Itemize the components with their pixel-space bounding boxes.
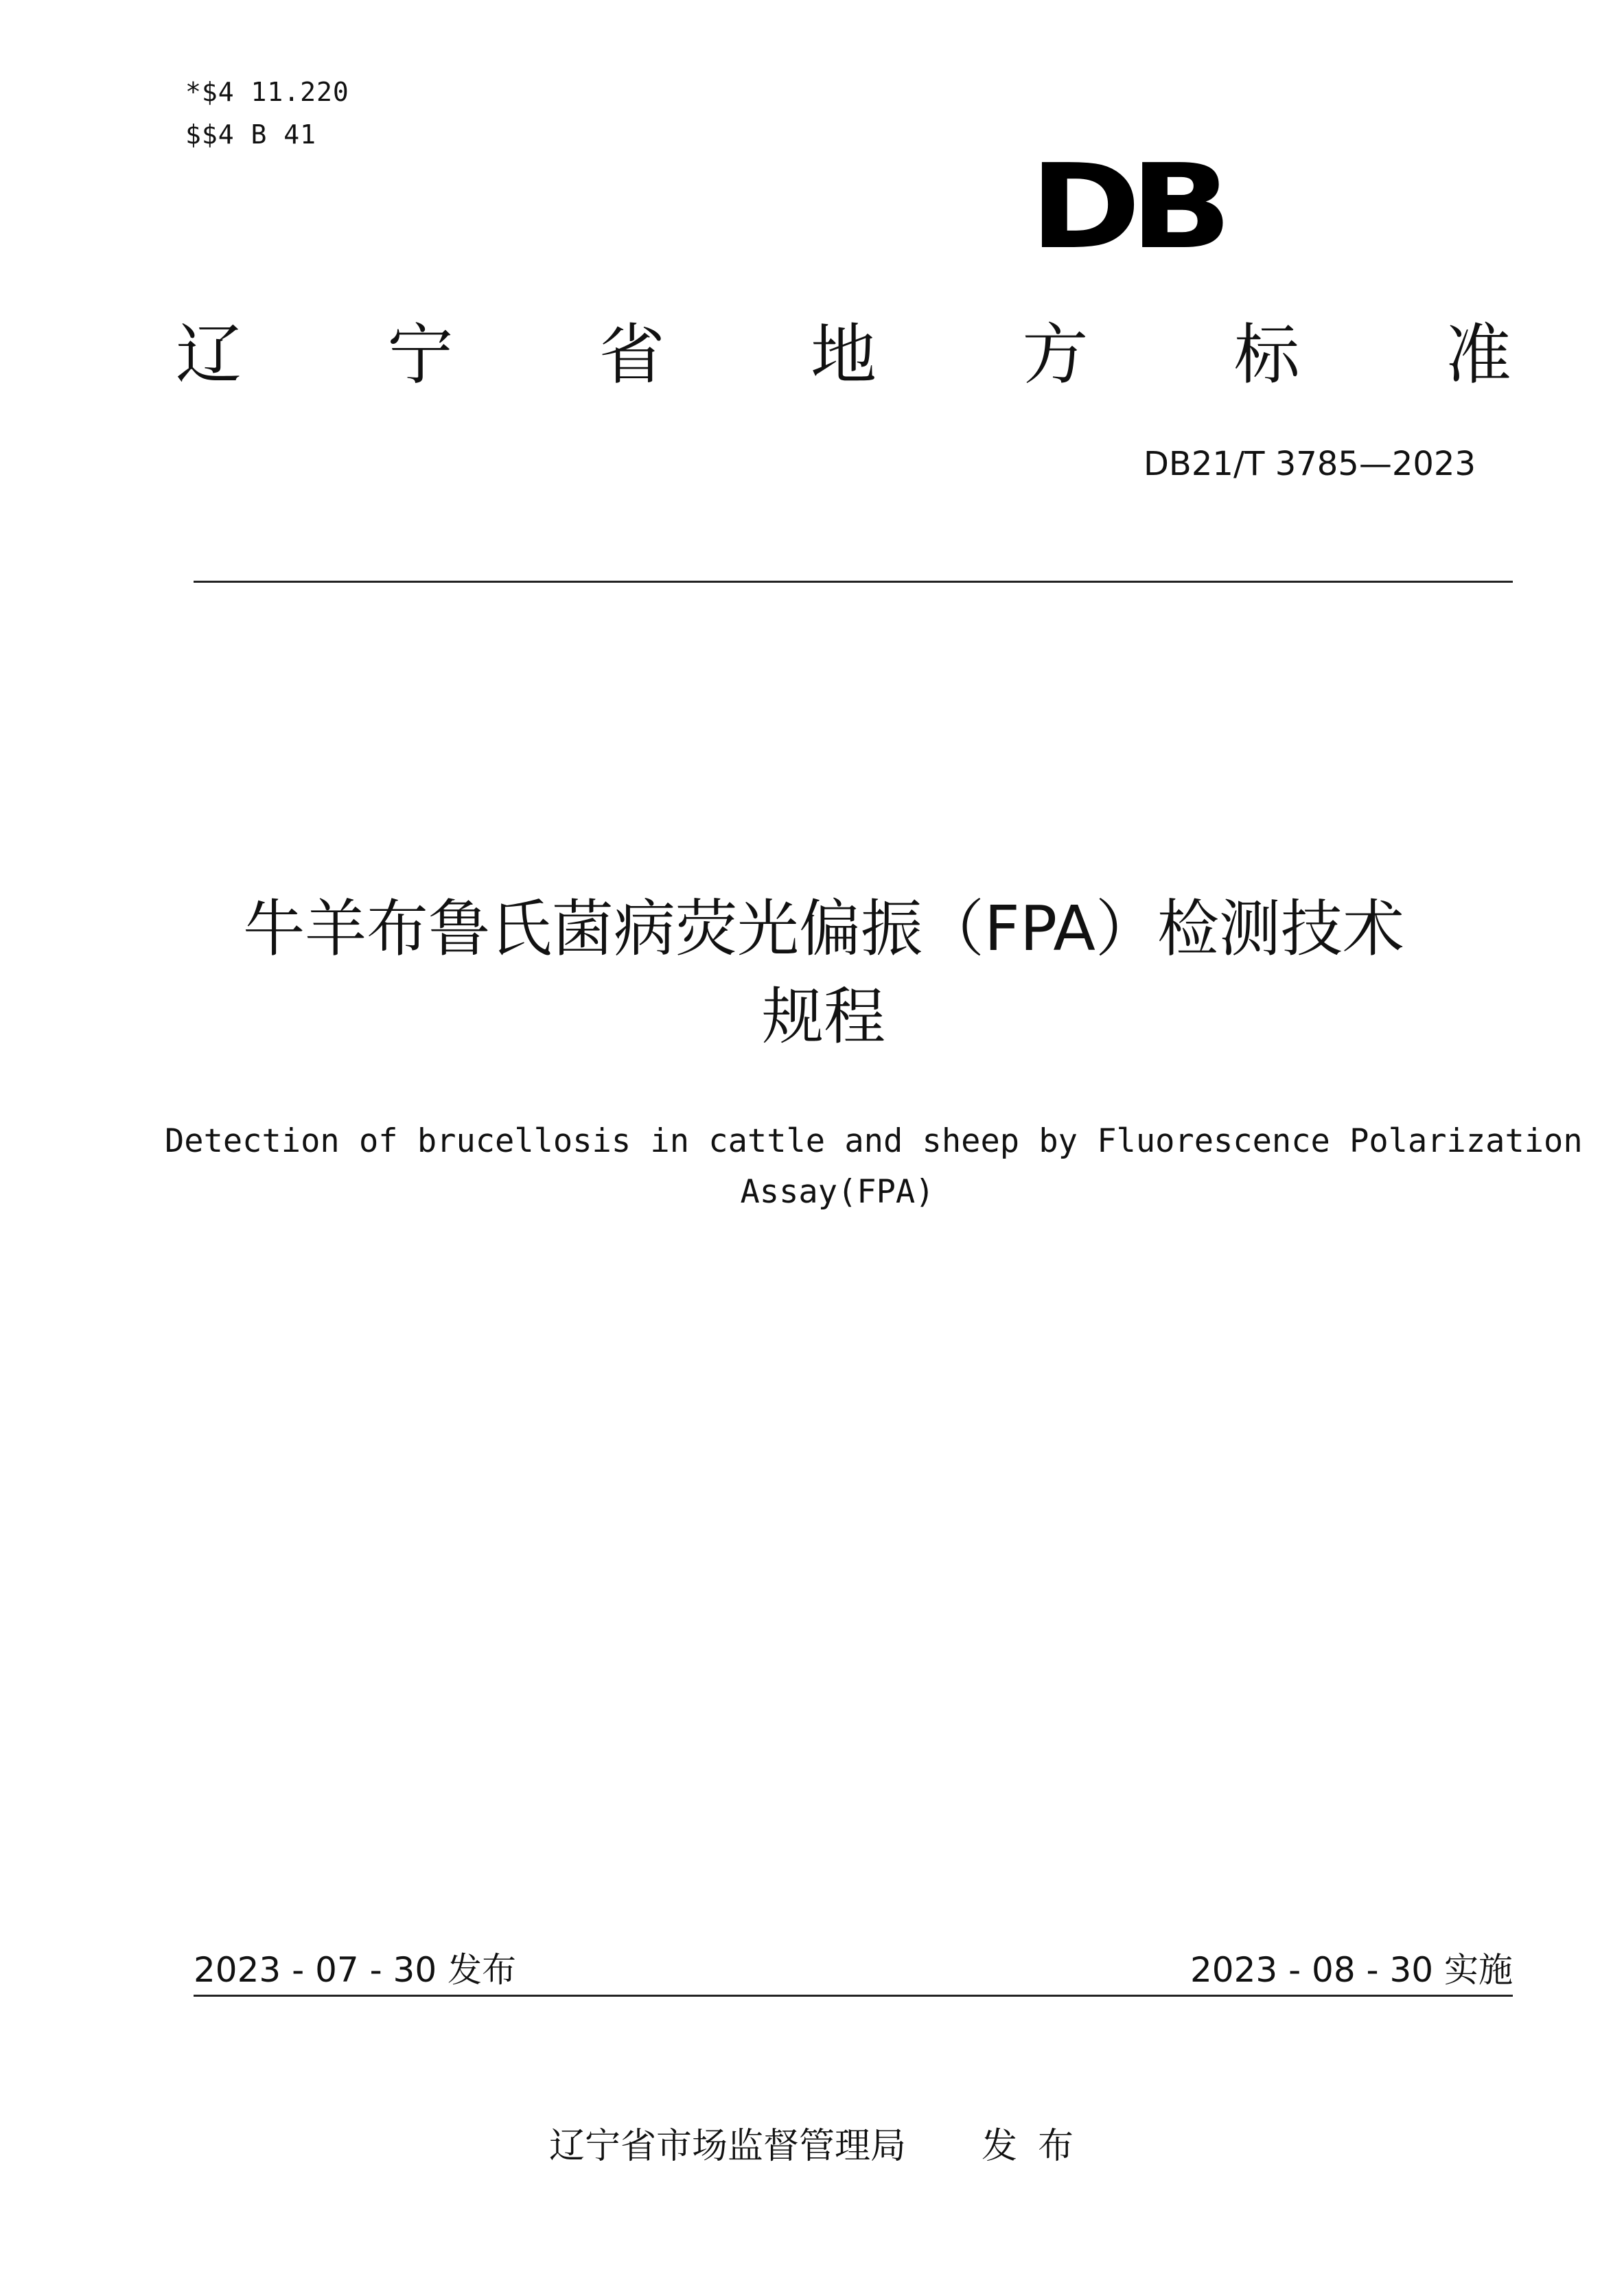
document-title-en [165,1116,1583,1218]
db-logo: DB [1030,139,1222,275]
title-cn-line: 牛羊布鲁氏菌病荧光偏振（FPA）检测技术 [243,893,1404,965]
bottom-divider [194,1995,1513,1997]
title-char: 准 [1445,316,1511,393]
standard-category-title [176,317,1511,393]
publisher-line [549,2117,1098,2168]
title-char: 省 [599,316,665,393]
title-char: 辽 [176,316,242,393]
publish-label: 发布 [982,2126,1095,2167]
title-char: 标 [1233,316,1300,393]
ccs-code: $$4 B 41 [185,119,317,150]
issue-date: 2023 - 07 - 30 发布 [194,1950,517,1990]
top-divider [194,581,1513,583]
title-cn-line: 规程 [762,981,885,1053]
title-char: 地 [810,316,877,393]
title-char: 宁 [387,316,454,393]
standard-number: DB21/T 3785—2023 [1143,445,1476,483]
title-en-line: Detection of brucellosis in cattle and sheep by Fluorescence Polarization [165,1122,1583,1160]
implementation-date: 2023 - 08 - 30 实施 [1190,1950,1513,1990]
title-char: 方 [1022,316,1089,393]
ics-code: *$4 11.220 [185,77,349,107]
document-title-cn [137,885,1510,1061]
title-en-line: Assay(FPA) [740,1173,935,1211]
publisher-name: 辽宁省市场监督管理局 [549,2126,907,2167]
